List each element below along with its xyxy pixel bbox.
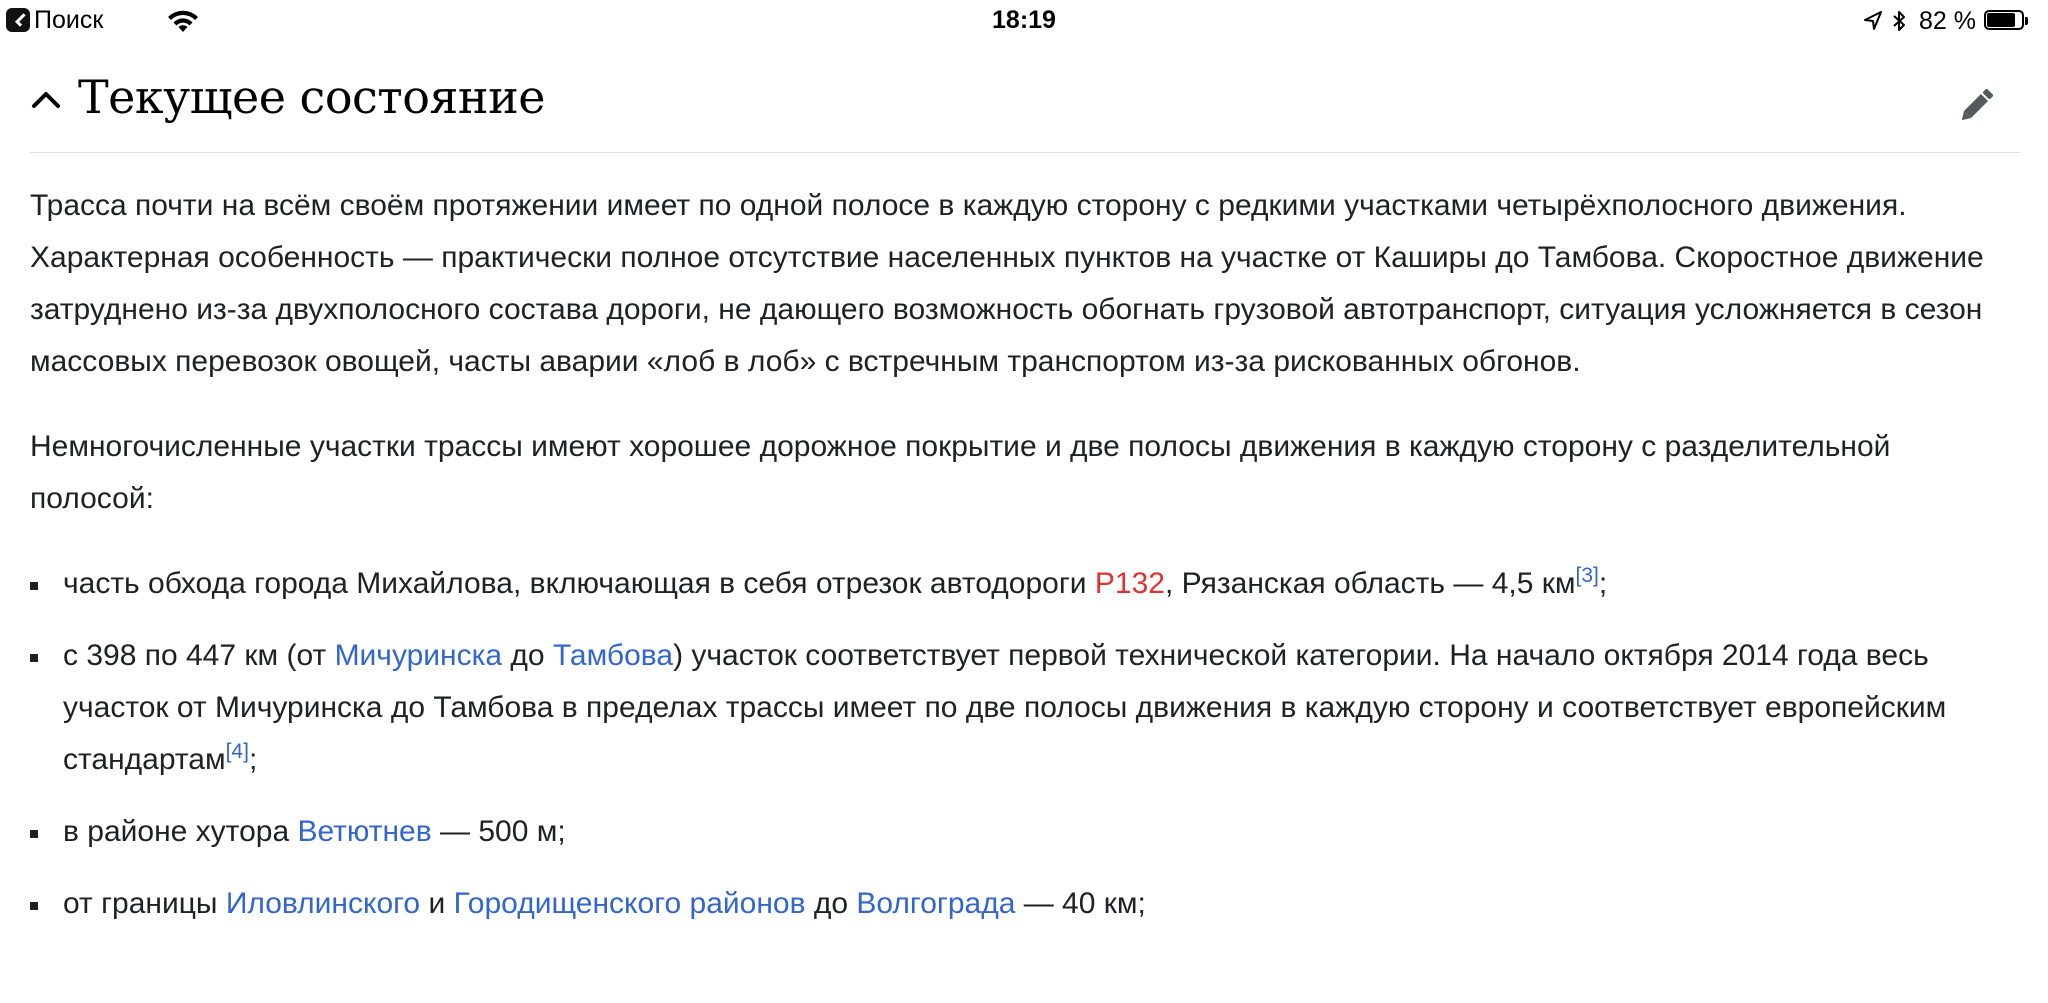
back-app-label: Поиск <box>34 5 104 34</box>
bullet-square <box>30 582 38 590</box>
link-r132[interactable]: Р132 <box>1094 567 1165 600</box>
battery-percent: 82 % <box>1919 6 1976 35</box>
chevron-up-icon[interactable] <box>30 86 62 114</box>
list-item: в районе хутора Ветютнев — 500 м; <box>30 806 2020 858</box>
paragraph-2: Немногочисленные участки трассы имеют хорошее дорожное покрытие и две полосы движения в каждую сторону с разделительной полосой: <box>30 430 1891 515</box>
battery-icon <box>1984 10 2030 32</box>
bullet-square <box>30 654 38 662</box>
link-michurinsk[interactable]: Мичуринска <box>334 639 503 672</box>
list-item: часть обхода города Михайлова, включающая в себя отрезок автодороги Р132, Рязанская область — 4,5 км[3]; <box>30 558 2020 610</box>
article-content <box>30 180 2020 950</box>
link-gorodishchensky[interactable]: Городищенского районов <box>453 887 806 920</box>
road-sections-list <box>30 558 2020 930</box>
list-item: с 398 по 447 км (от Мичуринска до Тамбова) участок соответствует первой технической категории. На начало октября 2014 года весь участок от Мичуринска до Тамбова в пределах трассы имеет по две полосы движения в каждую сторону и соответствует европейским стандартам[4]; <box>30 630 2020 786</box>
list-item: от границы Иловлинского и Городищенского районов до Волгограда — 40 км; <box>30 878 2020 930</box>
link-volgograd[interactable]: Волгограда <box>856 887 1016 920</box>
pencil-icon[interactable] <box>1954 84 1998 128</box>
status-right <box>1863 7 2030 35</box>
section-header[interactable] <box>30 64 2020 153</box>
link-ilovlinsky[interactable]: Иловлинского <box>225 887 421 920</box>
location-arrow-icon <box>1863 10 1883 32</box>
status-time: 18:19 <box>992 6 1056 34</box>
bullet-square <box>30 830 38 838</box>
reference-3[interactable]: [3] <box>1575 564 1599 587</box>
section-title: Текущее состояние <box>78 70 545 124</box>
reference-4[interactable]: [4] <box>225 740 249 763</box>
paragraph-1: Трасса почти на всём своём протяжении имеет по одной полосе в каждую сторону с редкими участками четырёхполосного движения. Характерная особенность — практически полное отсутствие населенных пунктов на участке от Каширы до Тамбова. Скоростное движение затруднено из-за двухполосного состава дороги, не дающего возможность обогнать грузовой автотранспорт, ситуация усложняется в сезон массовых перевозок овощей, часты аварии «лоб в лоб» с встречным транспортом из-за рискованных обгонов. <box>30 189 1984 378</box>
bluetooth-icon <box>1891 9 1907 33</box>
link-tambov[interactable]: Тамбова <box>552 639 674 672</box>
status-bar <box>0 0 2048 40</box>
link-vetyutnev[interactable]: Ветютнев <box>297 815 432 848</box>
bullet-square <box>30 902 38 910</box>
